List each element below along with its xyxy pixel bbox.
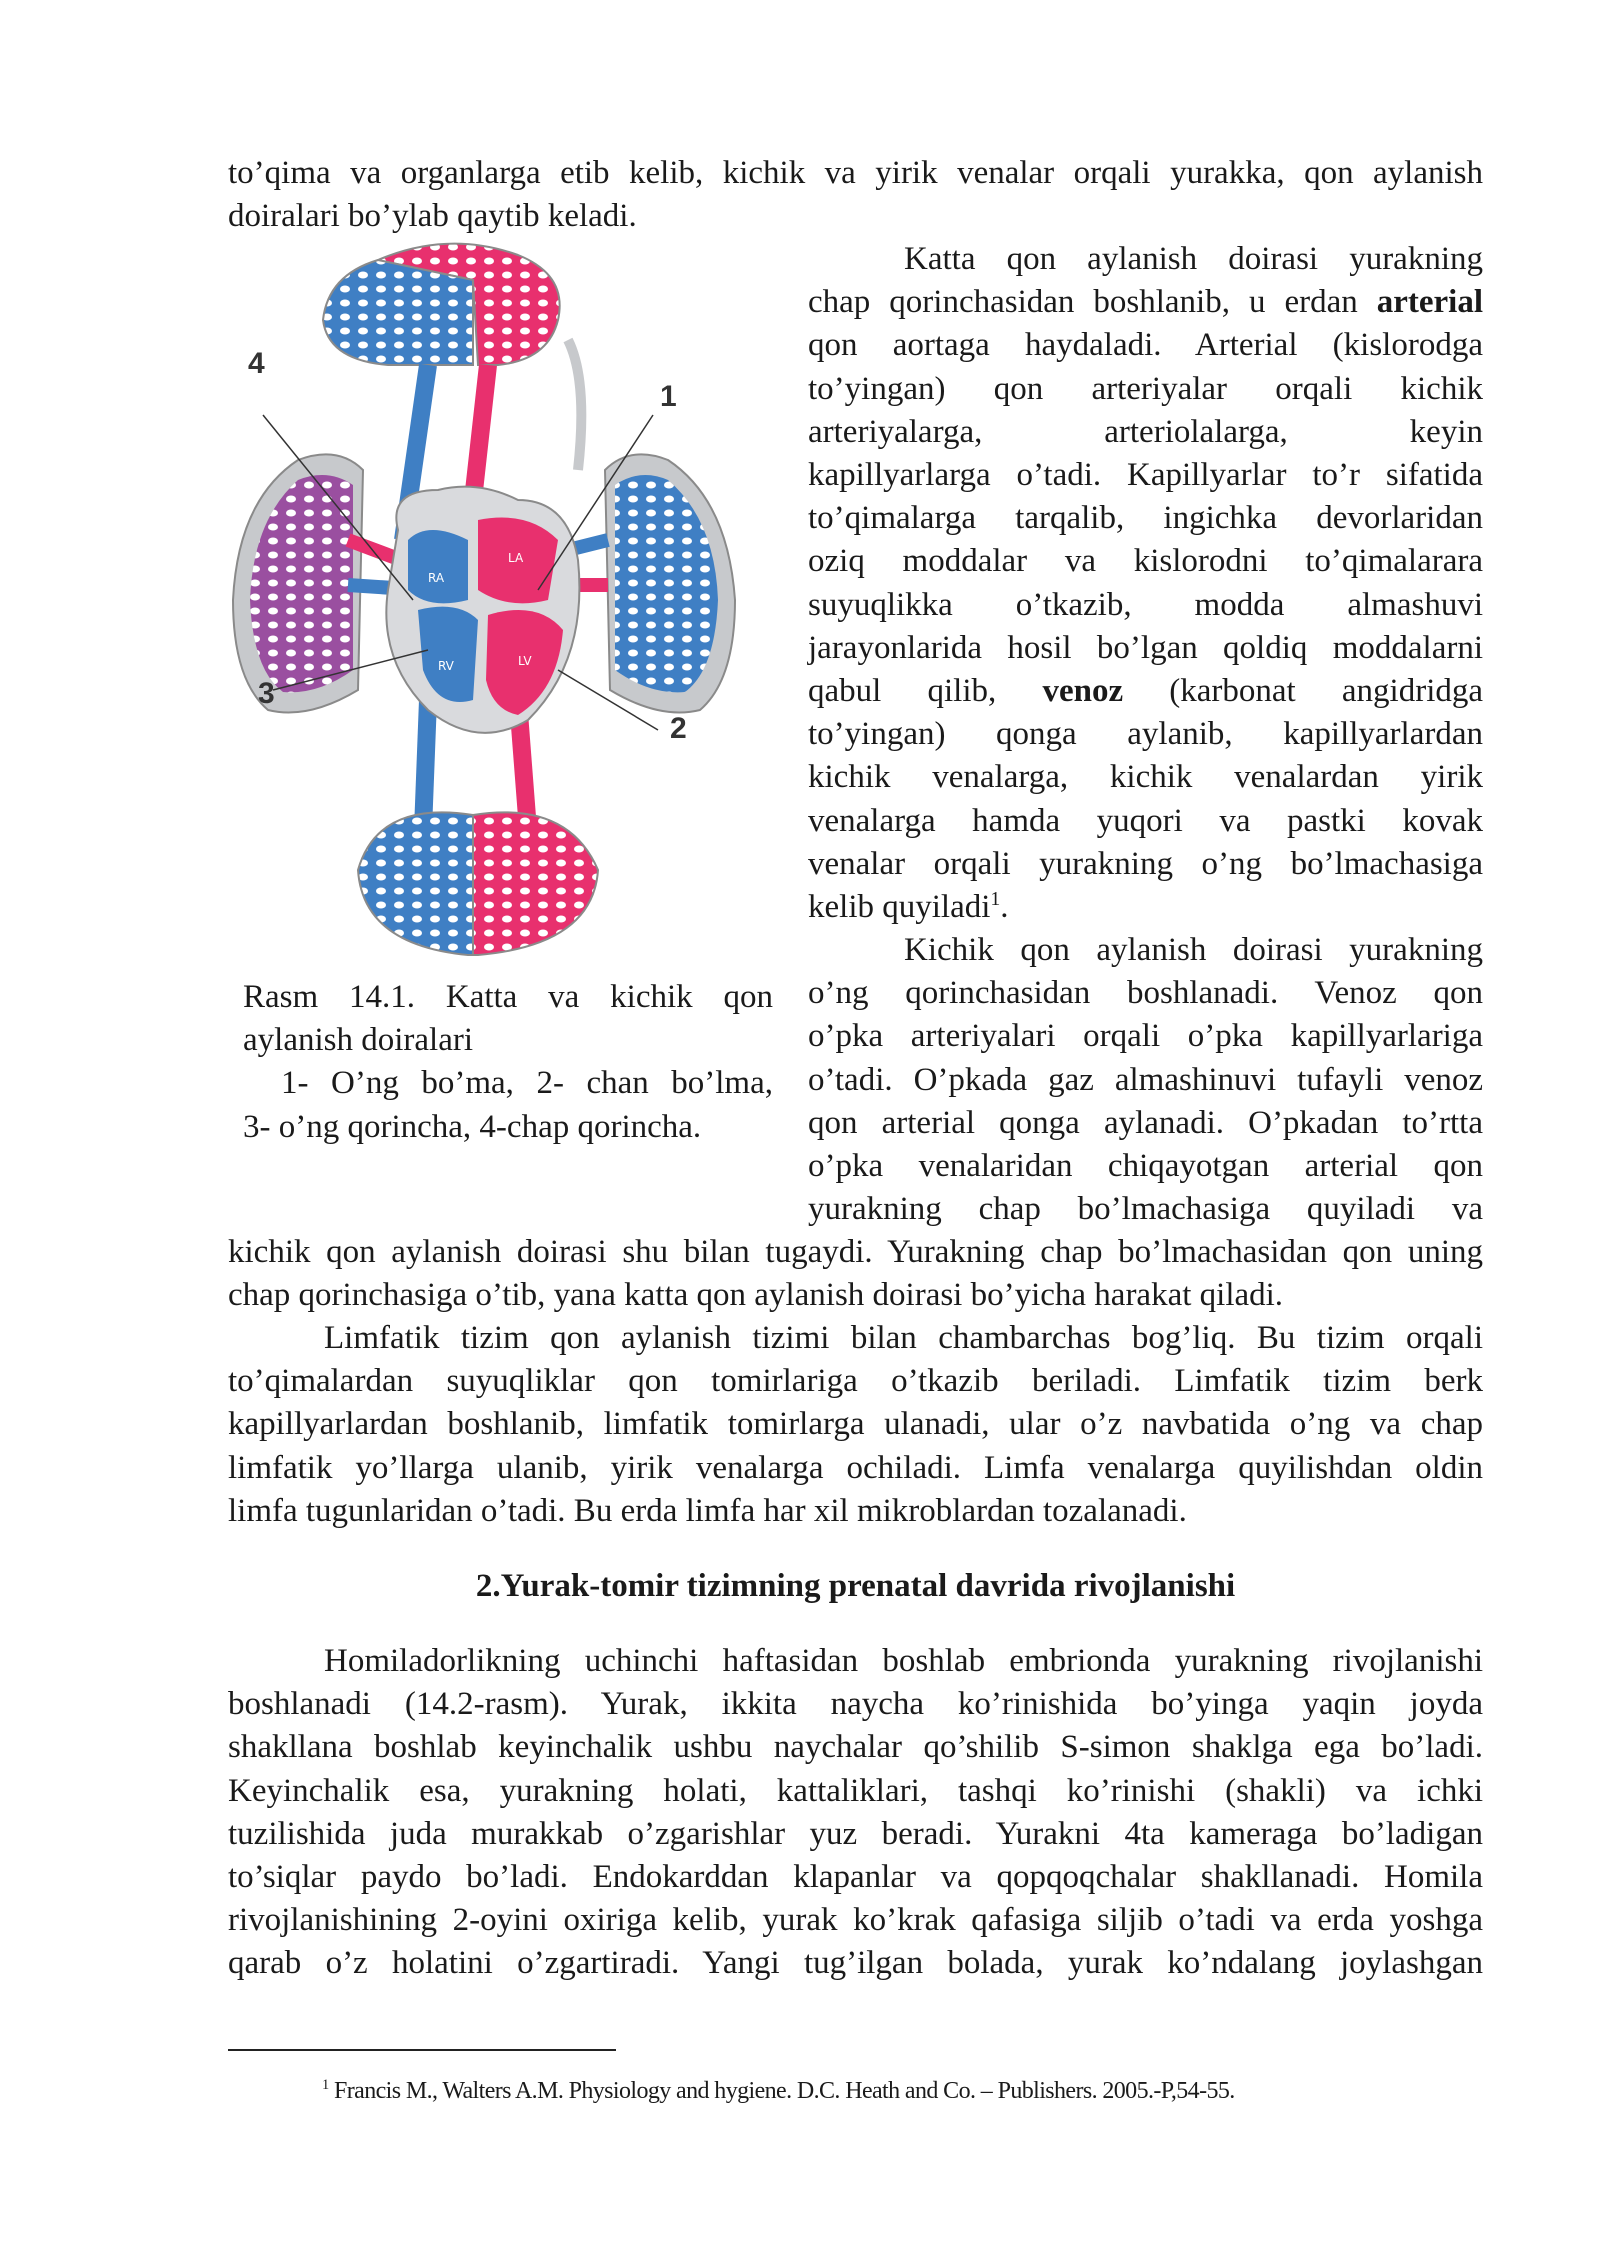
- sc-line: o’tadi. O’pkada gaz almashinuvi tufayli venoz: [808, 1061, 1483, 1098]
- sc-line: Kichik qon aylanish doirasi yurakning: [904, 932, 1483, 968]
- lymph-line: limfatik yo’llarga ulanib, yirik venalarga ochiladi. Limfa venalarga quyilishdan oldin: [228, 1449, 1483, 1486]
- label-4: 4: [248, 347, 265, 380]
- lv-label: LV: [518, 654, 532, 668]
- bc-line: oziq moddalar va kislorodni to’qimalarara: [808, 543, 1483, 580]
- prenatal-line: boshlanadi (14.2-rasm). Yurak, ikkita naycha ko’rinishida bo’yinga yaqin joyda: [228, 1686, 1483, 1723]
- prenatal-line: Homiladorlikning uchinchi haftasidan boshlab embrionda yurakning rivojlanishi: [324, 1643, 1483, 1679]
- heart: [386, 487, 579, 733]
- caption-line-4: 3- o’ng qorincha, 4-chap qorincha.: [243, 1108, 702, 1145]
- intro-line-1: to’qima va organlarga etib kelib, kichik va yirik venalar orqali yurakka, qon aylanish: [228, 155, 1483, 191]
- label-3: 3: [258, 677, 275, 710]
- intro-line-2: doiralari bo’ylab qaytib keladi.: [228, 198, 637, 234]
- bc-line: qon aortaga haydaladi. Arterial (kislorodga: [808, 327, 1483, 364]
- sc-line: qon arterial qonga aylanadi. O’pkadan to’rtta: [808, 1104, 1483, 1141]
- small-circle-paragraph: [808, 929, 1483, 1231]
- cont-line: kichik qon aylanish doirasi shu bilan tugaydi. Yurakning chap bo’lmachasidan qon uning: [228, 1234, 1483, 1270]
- sc-line: o’ng qorinchasidan boshlanadi. Venoz qon: [808, 975, 1483, 1012]
- bc-line-arterial: chap qorinchasidan boshlanib, u erdan arterial: [808, 284, 1484, 321]
- bc-line: to’qimalarga tarqalib, ingichka devorlaridan: [808, 500, 1483, 537]
- footnote-ref: 1: [990, 888, 1001, 911]
- footnote-text: Francis M., Walters A.M. Physiology and hygiene. D.C. Heath and Co. – Publishers. 2005.-P,54-55.: [334, 2078, 1235, 2104]
- prenatal-line: tuzilishida juda murakkab o’zgarishlar yuz beradi. Yurakni 4ta kameraga bo’ladigan: [228, 1815, 1483, 1852]
- continuation-paragraph: [228, 1231, 1483, 1317]
- prenatal-line: Keyinchalik esa, yurakning holati, kattaliklari, tashqi ko’rinishi (shakli) va ichki: [228, 1772, 1483, 1809]
- sc-line: o’pka arteriyalari orqali o’pka kapillyarlariga: [808, 1018, 1483, 1055]
- cont-line: chap qorinchasiga o’tib, yana katta qon aylanish doirasi bo’yicha harakat qiladi.: [228, 1277, 1284, 1314]
- circulation-diagram: [228, 240, 740, 960]
- caption-line-3: 1- O’ng bo’ma, 2- chan bo’lma,: [281, 1065, 773, 1102]
- prenatal-line: qarab o’z holatini o’zgartiradi. Yangi tug’ilgan bolada, yurak ko’ndalang joylashgan: [228, 1945, 1483, 1982]
- lymph-paragraph: [228, 1317, 1483, 1533]
- footnote-divider: [228, 2049, 616, 2051]
- bc-line: kapillyarlarga o’tadi. Kapillyarlar to’r sifatida: [808, 457, 1483, 494]
- bc-line: venalar orqali yurakning o’ng bo’lmachasiga: [808, 845, 1483, 882]
- label-1: 1: [660, 380, 677, 413]
- prenatal-line: shakllana boshlab keyinchalik ushbu naychalar qo’shilib S-simon shaklga ega bo’ladi.: [228, 1729, 1483, 1766]
- bc-line: to’yingan) qonga aylanib, kapillyarlardan: [808, 716, 1483, 753]
- sc-line: o’pka venalaridan chiqayotgan arterial qon: [808, 1148, 1483, 1185]
- lymph-line: limfa tugunlaridan o’tadi. Bu erda limfa har xil mikroblardan tozalanadi.: [228, 1492, 1187, 1529]
- bc-line: suyuqlikka o’tkazib, modda almashuvi: [808, 586, 1483, 623]
- prenatal-line: to’siqlar paydo bo’ladi. Endokarddan klapanlar va qopqoqchalar shakllanadi. Homila: [228, 1859, 1483, 1896]
- lymph-line: kapillyarlardan boshlanib, limfatik tomirlarga ulanadi, ular o’z navbatida o’ng va chap: [228, 1406, 1483, 1443]
- bc-line: kichik venalarga, kichik venalardan yirik: [808, 759, 1483, 796]
- lymph-line: Limfatik tizim qon aylanish tizimi bilan chambarchas bog’liq. Bu tizim orqali: [324, 1320, 1483, 1356]
- section-heading: 2.Yurak-tomir tizimning prenatal davrida rivojlanishi: [475, 1568, 1236, 1604]
- bc-line-last: kelib quyiladi$^1$.: [808, 888, 1009, 926]
- bc-line: arteriyalarga, arteriolalarga, keyin: [808, 413, 1483, 450]
- sc-line: yurakning chap bo’lmachasiga quyiladi va: [808, 1191, 1483, 1228]
- bc-line-venoz: qabul qilib, venoz (karbonat angidridga: [808, 673, 1484, 710]
- footnote: [322, 2076, 1235, 2106]
- bc-line: Katta qon aylanish doirasi yurakning: [904, 241, 1483, 277]
- left-lung: [605, 454, 735, 712]
- rv-label: RV: [438, 659, 454, 673]
- prenatal-line: rivojlanishining 2-oyini oxiriga kelib, yurak ko’krak qafasiga siljib o’tadi va erda yoshga: [228, 1902, 1483, 1939]
- caption-line-2: aylanish doiralari: [243, 1022, 474, 1059]
- bc-line: venalarga hamda yuqori va pastki kovak: [808, 802, 1483, 839]
- prenatal-paragraph: [228, 1640, 1483, 1986]
- label-2: 2: [670, 712, 687, 745]
- right-lung: [233, 454, 363, 712]
- la-label: LA: [508, 551, 524, 565]
- bc-line: jarayonlarida hosil bo’lgan qoldiq moddalarni: [808, 629, 1483, 666]
- caption-line-1: Rasm 14.1. Katta va kichik qon: [243, 979, 773, 1015]
- circulation-diagram-svg: [228, 240, 740, 960]
- big-circle-paragraph: [808, 238, 1483, 929]
- body-capillary-bed: [358, 812, 598, 955]
- lymph-line: to’qimalardan suyuqliklar qon tomirlariga o’tkazib beriladi. Limfatik tizim berk: [228, 1363, 1483, 1400]
- figure-caption: [243, 976, 773, 1149]
- footnote-mark: 1: [322, 2077, 329, 2093]
- bc-line: to’yingan) qon arteriyalar orqali kichik: [808, 370, 1483, 407]
- head-capillary-bed: [323, 244, 581, 470]
- ra-label: RA: [428, 571, 445, 585]
